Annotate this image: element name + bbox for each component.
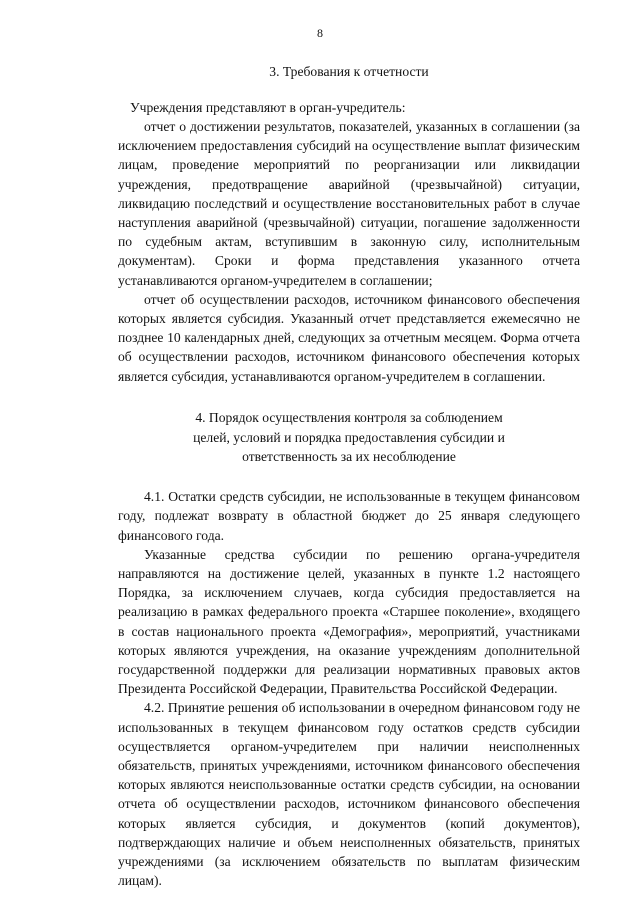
section-4-paragraph: Указанные средства субсидии по решению органа-учредителя направляются на достижение целей, указанных в пункте 1.2 настоящего Порядка, за исключением случаев, когда субсидия предоставляется на реализацию в рамках федерального проекта «Старшее поколение», входящего в состав национального проекта «Демография», мероприятий, участниками которых являются учреждения, на оказание учреждениям дополнительной государственной поддержки для реализации нормативных правовых актов Президента Российской Федерации, Правительства Российской Федерации. <box>118 546 580 697</box>
section-4-paragraph: 4.1. Остатки средств субсидии, не использованные в текущем финансовом году, подлежат возврату в областной бюджет до 25 января следующего финансового года. <box>118 489 580 543</box>
section-3-paragraph: отчет об осуществлении расходов, источником финансового обеспечения которых является субсидия. Указанный отчет представляется ежемесячно не позднее 10 календарных дней, следующих за отчетным месяцем. Форма отчета об осуществлении расходов, источником финансового обеспечения которых является субсидия, устанавливаются органом-учредителем в соглашении. <box>118 291 580 384</box>
section-4-heading <box>118 408 580 467</box>
section-3-paragraph: отчет о достижении результатов, показателей, указанных в соглашении (за исключением предоставления субсидий на осуществление выплат физическим лицам, проведение мероприятий по реорганизации или ликвидации учреждения, предотвращение аварийной (чрезвычайной) ситуации, ликвидацию последствий и осуществление восстановительных работ в случае наступления аварийной (чрезвычайной) ситуации, погашение задолженности по судебным актам, вступившим в законную силу, исполнительным документам). Сроки и форма представления указанного отчета устанавливаются органом-учредителем в соглашении; <box>118 119 580 288</box>
section-3-body <box>118 98 580 386</box>
section-4-paragraph: 4.2. Принятие решения об использовании в очередном финансовом году не использованных в текущем финансовом году остатков средств субсидии осуществляется органом-учредителем при наличии неисполненных обязательств, принятых учреждениями, источником финансового обеспечения которых являются неиспользованные остатки средств субсидии, на основании отчета об осуществлении расходов, источником финансового обеспечения которых является субсидия, и документов (копий документов), подтверждающих наличие и объем неисполненных обязательств, принятых учреждениями (за исключением обязательств по выплатам физическим лицам). <box>118 700 580 889</box>
section-4-heading-line: 4. Порядок осуществления контроля за соблюдением <box>195 409 503 425</box>
section-3-paragraph: Учреждения представляют в орган-учредитель: <box>130 99 406 115</box>
section-4-body <box>118 487 580 890</box>
section-4-heading-line: ответственность за их несоблюдение <box>242 449 456 465</box>
document-body <box>118 62 580 891</box>
section-4-heading-line: целей, условий и порядка предоставления субсидии и <box>193 429 505 445</box>
page-number: 8 <box>317 26 323 40</box>
section-3-heading: 3. Требования к отчетности <box>269 64 429 79</box>
